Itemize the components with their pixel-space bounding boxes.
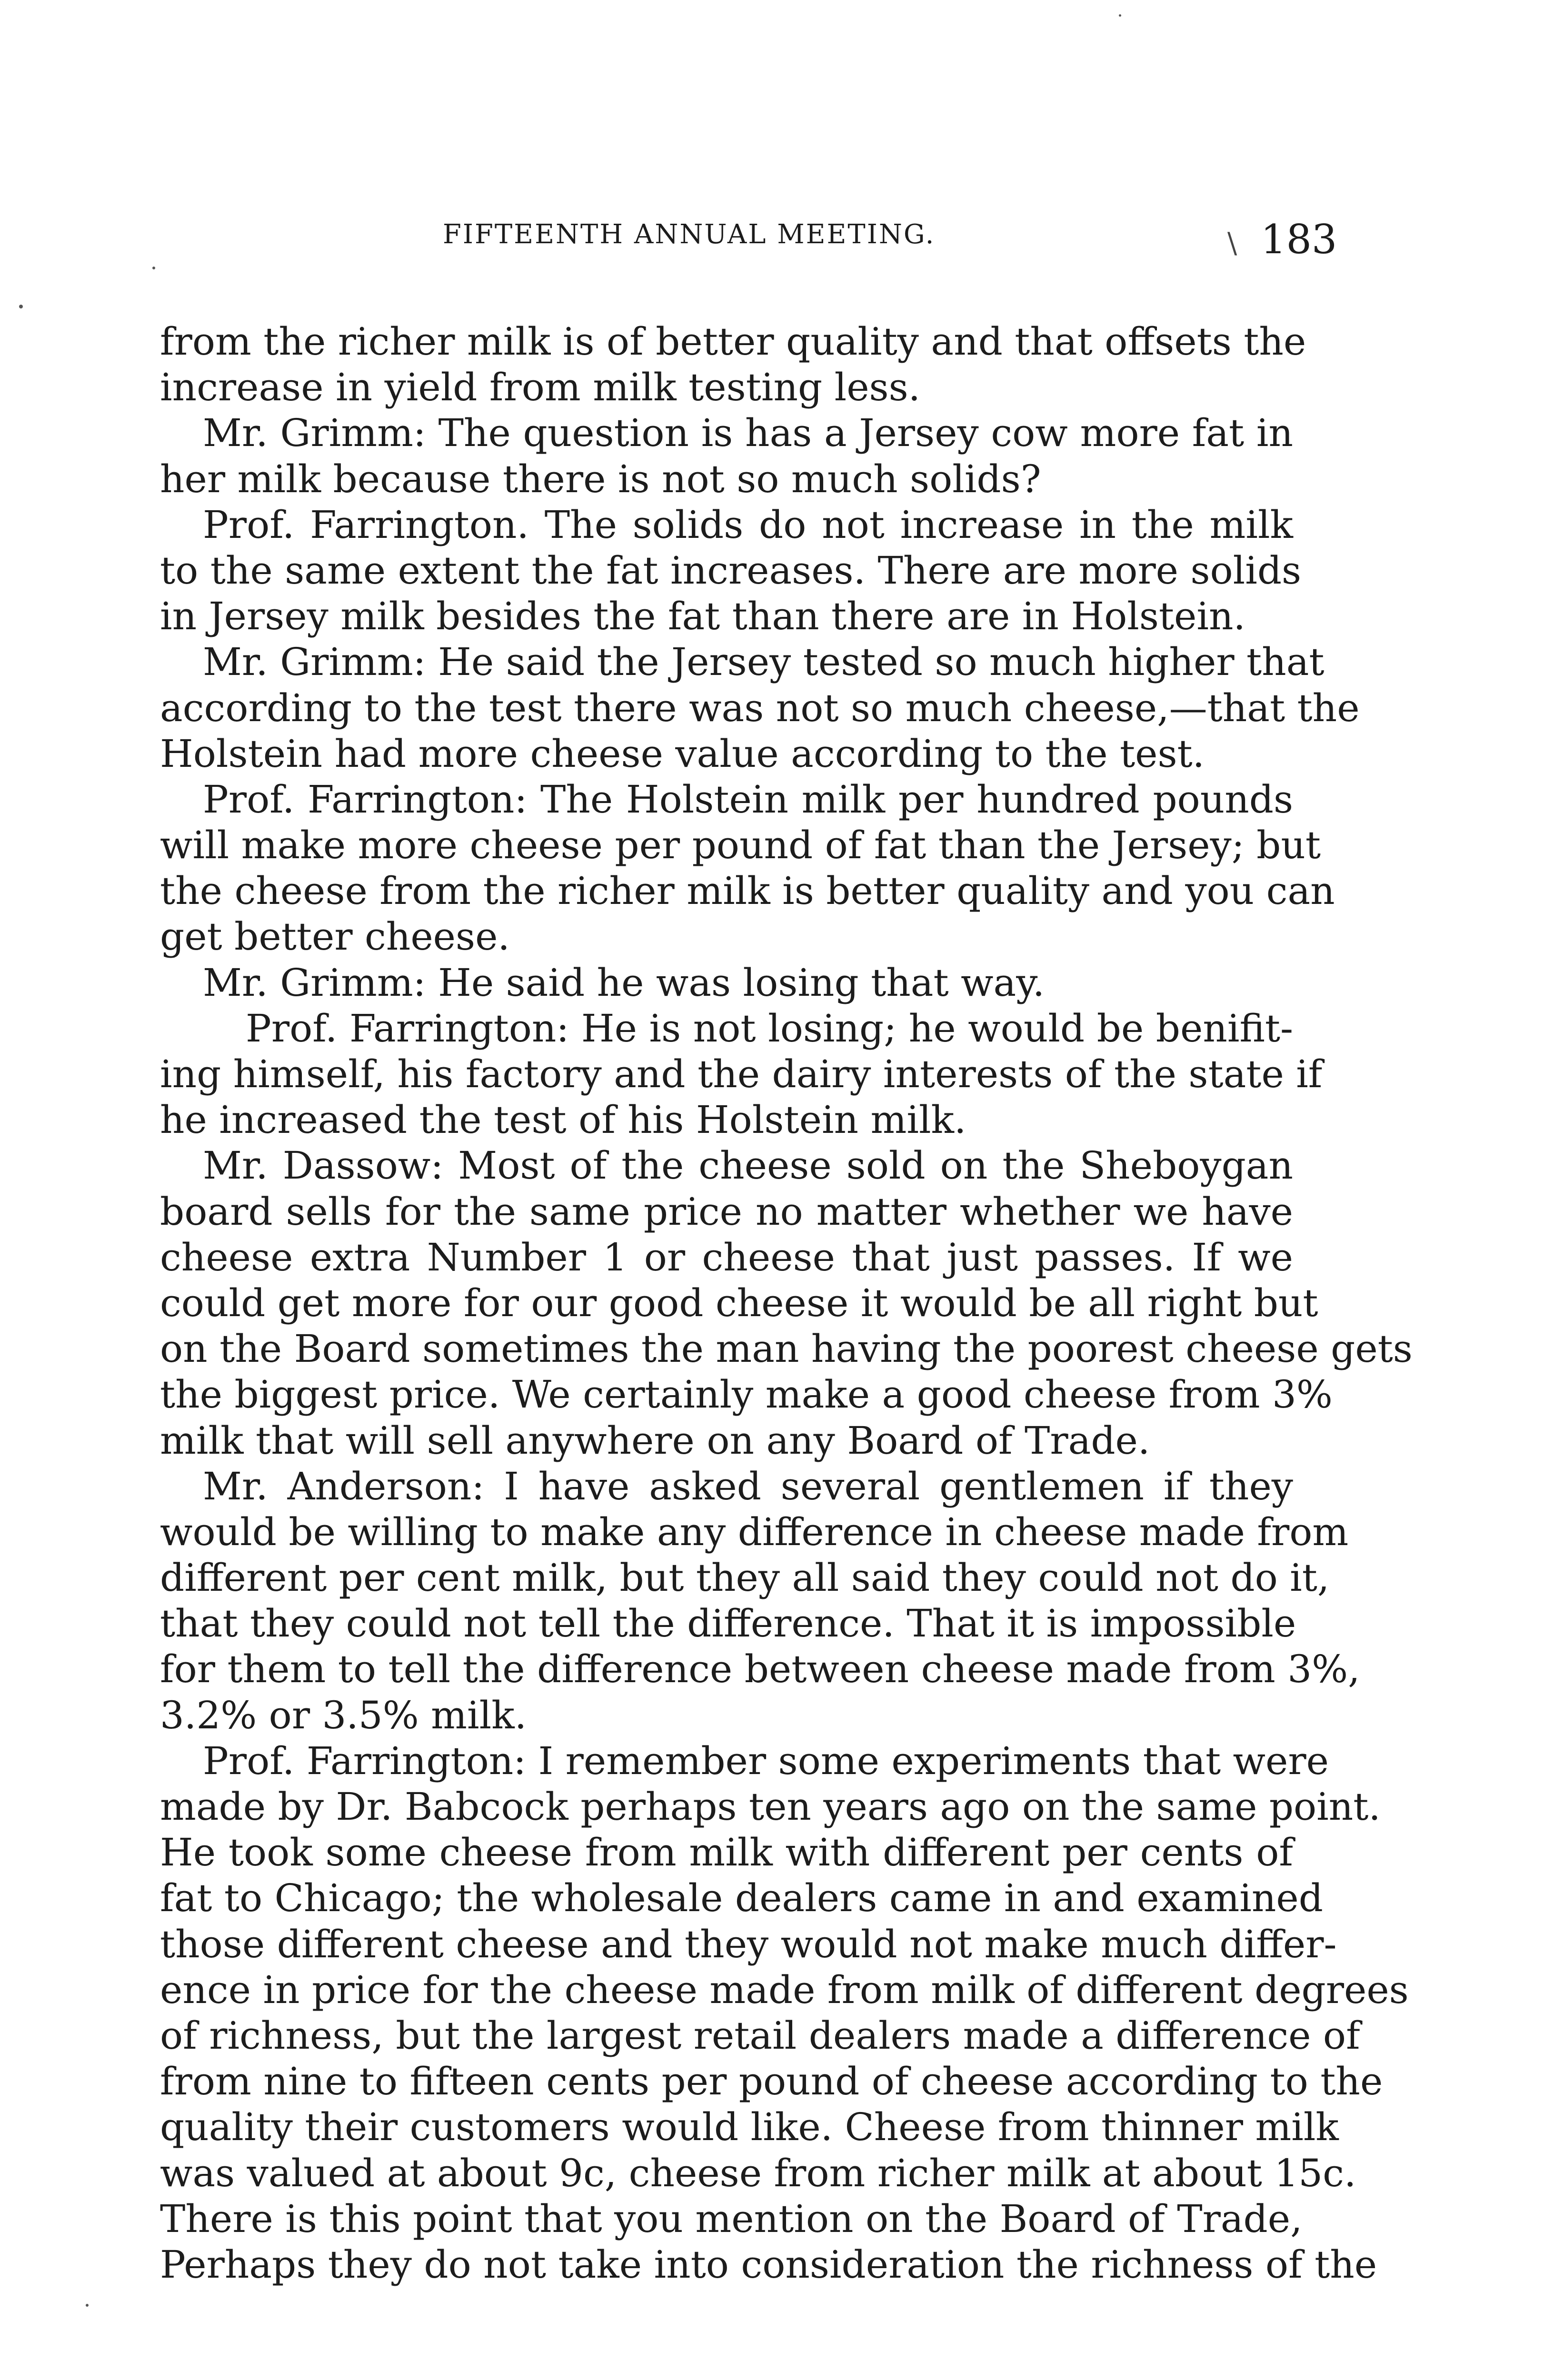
text-line: to the same extent the fat increases. There are more solids — [160, 548, 1302, 593]
text-line: There is this point that you mention on the Board of Trade, — [160, 2196, 1303, 2241]
scan-speck — [152, 267, 155, 269]
text-line: different per cent milk, but they all said they could not do it, — [160, 1556, 1330, 1600]
scan-speck — [19, 305, 23, 308]
page-number: 183 — [1261, 216, 1337, 263]
text-line: the biggest price. We certainly make a good cheese from 3% — [160, 1372, 1333, 1417]
text-line: ence in price for the cheese made from milk of different degrees — [160, 1967, 1409, 2012]
text-line: increase in yield from milk testing less. — [160, 365, 921, 410]
text-line: would be willing to make any difference in cheese made from — [160, 1509, 1349, 1554]
text-line: ing himself, his factory and the dairy interests of the state if — [160, 1052, 1323, 1096]
text-line: He took some cheese from milk with different per cents of — [160, 1830, 1293, 1875]
text-line: Prof. Farrington: I remember some experiments that were — [203, 1738, 1329, 1783]
text-line: Prof. Farrington: He is not losing; he would be benifit- — [246, 1006, 1293, 1051]
scan-speck — [86, 2304, 89, 2307]
text-line: the cheese from the richer milk is better quality and you can — [160, 869, 1335, 913]
text-line: cheese extra Number 1 or cheese that just passes. If we — [160, 1235, 1293, 1279]
text-line: could get more for our good cheese it would be all right but — [160, 1280, 1318, 1325]
text-line: Mr. Grimm: He said the Jersey tested so much higher that — [203, 640, 1325, 684]
text-line: of richness, but the largest retail dealers made a difference of — [160, 2013, 1360, 2058]
text-line: Mr. Dassow: Most of the cheese sold on the Sheboygan — [203, 1143, 1293, 1188]
text-line: he increased the test of his Holstein milk. — [160, 1098, 966, 1142]
text-line: Perhaps they do not take into consideration the richness of the — [160, 2242, 1377, 2287]
text-line: will make more cheese per pound of fat than the Jersey; but — [160, 823, 1321, 868]
text-line: on the Board sometimes the man having the poorest cheese gets — [160, 1327, 1413, 1371]
margin-tick-mark: \ — [1227, 227, 1237, 260]
running-title: FIFTEENTH ANNUAL MEETING. — [443, 219, 936, 250]
text-line: was valued at about 9c, cheese from richer milk at about 15c. — [160, 2151, 1356, 2195]
body-text — [160, 319, 1413, 2288]
text-line: Prof. Farrington. The solids do not increase in the milk — [203, 502, 1293, 547]
text-line: 3.2% or 3.5% milk. — [160, 1693, 527, 1737]
text-line: according to the test there was not so much cheese,—that the — [160, 685, 1360, 730]
text-line: from the richer milk is of better quality and that offsets the — [160, 319, 1306, 364]
text-line: those different cheese and they would not make much differ- — [160, 1922, 1337, 1966]
text-line: Holstein had more cheese value according to the test. — [160, 731, 1205, 776]
text-line: board sells for the same price no matter whether we have — [160, 1189, 1293, 1234]
text-line: Mr. Anderson: I have asked several gentlemen if they — [203, 1464, 1293, 1508]
text-line: quality their customers would like. Cheese from thinner milk — [160, 2105, 1339, 2150]
text-line: from nine to fifteen cents per pound of cheese according to the — [160, 2059, 1383, 2104]
text-line: Mr. Grimm: The question is has a Jersey cow more fat in — [203, 411, 1293, 456]
text-line: her milk because there is not so much solids? — [160, 456, 1041, 501]
text-line: Mr. Grimm: He said he was losing that way. — [203, 960, 1045, 1005]
text-line: fat to Chicago; the wholesale dealers came in and examined — [160, 1876, 1323, 1921]
text-line: in Jersey milk besides the fat than there are in Holstein. — [160, 594, 1245, 639]
text-line: for them to tell the difference between cheese made from 3%, — [160, 1647, 1360, 1692]
text-line: milk that will sell anywhere on any Board of Trade. — [160, 1418, 1150, 1463]
text-line: Prof. Farrington: The Holstein milk per hundred pounds — [203, 777, 1293, 822]
text-line: made by Dr. Babcock perhaps ten years ago on the same point. — [160, 1785, 1381, 1829]
text-line: get better cheese. — [160, 914, 510, 959]
page-header — [0, 216, 1554, 271]
scan-speck — [1119, 14, 1121, 17]
text-line: that they could not tell the difference. That it is impossible — [160, 1601, 1296, 1646]
